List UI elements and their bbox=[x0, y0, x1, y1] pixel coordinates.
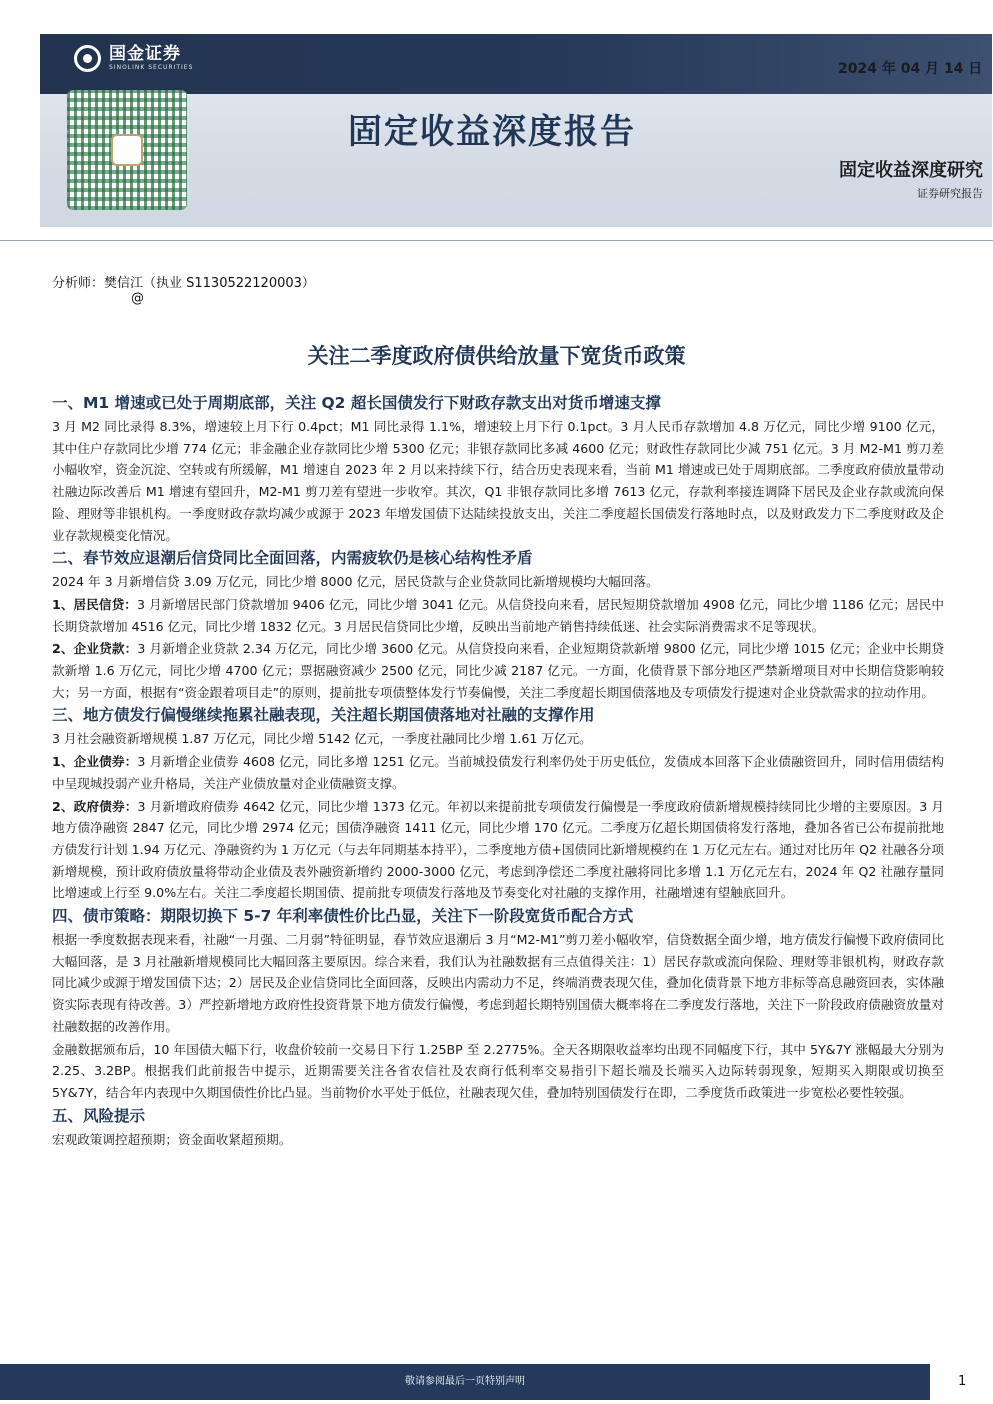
section bbox=[52, 905, 944, 1104]
section bbox=[52, 1105, 944, 1151]
section bbox=[52, 392, 944, 546]
document-title: 关注二季度政府债供给放量下宽货币政策 bbox=[307, 344, 686, 368]
paragraph bbox=[52, 1039, 944, 1104]
report-subcategory: 证券研究报告 bbox=[917, 187, 983, 200]
paragraph bbox=[52, 728, 944, 750]
logo-circle-icon bbox=[74, 45, 101, 72]
paragraph bbox=[52, 416, 944, 546]
paragraph-lead: 1、居民信贷： bbox=[52, 596, 137, 612]
paragraph-text: 3 月 M2 同比录得 8.3%，增速较上月下行 0.4pct；M1 同比录得 1.1%，增速较上月下行 0.1pct。3 月人民币存款增加 4.8 万亿元，同比少增 9100 亿元，其中住户存款同比少增 774 亿元；非金融企业存款同比少增 5300 亿元；非银存款同比多减 4600 亿元；财政性存款同比少减 751 亿元。3 月 M2-M1 剪刀差小幅收窄，资金沉淀、空转或有所缓解，M1 增速自 2023 年 2 月以来持续下行，结合历史表现来看，当前 M1 增速或已处于周期底部。二季度政府债放量带动社融边际改善后 M1 增速有望回升，M2-M1 剪刀差有望进一步收窄。其次，Q1 非银存款同比多增 7613 亿元，存款利率接连调降下居民及企业存款或流向保险、理财等非银机构。一季度财政存款均减少或源于 2023 年增发国债下达陆续投放支出，关注二季度超长国债发行落地时点，以及财政发力下二季度财政及企业存款规模变化情况。 bbox=[52, 419, 944, 543]
section-heading: 二、春节效应退潮后信贷同比全面回落，内需疲软仍是核心结构性矛盾 bbox=[52, 549, 533, 568]
page-number: 1 bbox=[958, 1374, 967, 1389]
report-category: 固定收益深度研究 bbox=[839, 160, 983, 181]
section-heading: 五、风险提示 bbox=[52, 1106, 146, 1125]
logo-text-cn: 国金证券 bbox=[109, 44, 181, 64]
paragraph bbox=[52, 638, 944, 703]
paragraph-text: 3 月社会融资新增规模 1.87 万亿元，同比少增 5142 亿元，一季度社融同比少增 1.61 万亿元。 bbox=[52, 731, 592, 747]
paragraph-text: 3 月新增居民部门贷款增加 9406 亿元，同比少增 3041 亿元。从信贷投向来看，居民短期贷款增加 4908 亿元，同比少增 1186 亿元；居民中长期贷款增加 4516 亿元，同比少增 1832 亿元。3 月居民信贷同比少增，反映出当前地产销售持续低迷、社会实际消费需求不足等现状。 bbox=[52, 596, 944, 634]
company-logo bbox=[74, 45, 193, 72]
paragraph bbox=[52, 571, 944, 593]
paragraph-text: 3 月新增政府债券 4642 亿元，同比少增 1373 亿元。年初以来提前批专项债发行偏慢是一季度政府债新增规模持续同比少增的主要原因。3 月地方债净融资 2847 亿元，同比少增 2974 亿元；国债净融资 1411 亿元，同比少增 170 亿元。二季度万亿超长期国债将发行落地，叠加各省已公布提前批地方债发行计划 1.94 万亿元、净融资约为 1 万亿元（与去年同期基本持平），二季度地方债+国债同比新增规模约在 1 万亿元左右。通过对比历年 Q2 社融各分项新增规模，预计政府债放量将带动企业债及表外融资新增约 2000-3000 亿元，考虑到净偿还二季度社融将同比多增 1.1 万亿元左右，2024 年 Q2 社融存量同比增速或上行至 9.0%左右。关注二季度超长期国债、提前批专项债发行落地及节奏变化对社融的支撑作用，社融增速有望触底回升。 bbox=[52, 798, 944, 901]
report-type-title: 固定收益深度报告 bbox=[348, 112, 636, 152]
paragraph-text: 3 月新增企业债券 4608 亿元，同比多增 1251 亿元。当前城投债发行利率仍处于历史低位，发债成本回落下企业债融资回升，同时信用债结构中呈现城投弱产业升格局，关注产业债放量对企业债融资支撑。 bbox=[52, 754, 944, 791]
report-date: 2024 年 04 月 14 日 bbox=[838, 61, 983, 77]
logo-text-en: SINOLINK SECURITIES bbox=[109, 64, 194, 71]
paragraph-lead: 2、企业贷款： bbox=[52, 641, 138, 657]
paragraph bbox=[52, 929, 944, 1038]
paragraph-text: 宏观政策调控超预期；资金面收紧超预期。 bbox=[52, 1131, 292, 1147]
report-body bbox=[52, 392, 944, 1151]
analyst-line: 分析师：樊信江（执业 S1130522120003） bbox=[52, 276, 315, 291]
header-divider bbox=[0, 240, 993, 241]
section-heading: 一、M1 增速或已处于周期底部，关注 Q2 超长国债发行下财政存款支出对货币增速支撑 bbox=[52, 394, 661, 412]
paragraph-lead: 2、政府债券： bbox=[52, 798, 138, 814]
paragraph-text: 2024 年 3 月新增信贷 3.09 万亿元，同比少增 8000 亿元，居民贷款与企业贷款同比新增规模均大幅回落。 bbox=[52, 574, 659, 590]
paragraph-lead: 1、企业债券： bbox=[52, 754, 138, 770]
paragraph-text: 3 月新增企业贷款 2.34 万亿元，同比少增 3600 亿元。从信贷投向来看，企业短期贷款新增 9800 亿元，同比少增 1015 亿元；企业中长期贷款新增 1.6 万亿元，同比少增 4700 亿元；票据融资减少 2500 亿元，同比少减 2187 亿元。一方面，化债背景下部分地区严禁新增项目对中长期信贷影响较大；另一方面，根据有“资金跟着项目走”的原则，提前批专项债整体发行节奏偏慢，关注二季度超长期国债落地及专项债发行提速对企业贷款需求的拉动作用。 bbox=[52, 641, 945, 700]
footer-note: 敬请参阅最后一页特别声明 bbox=[405, 1376, 525, 1387]
section bbox=[52, 704, 944, 904]
paragraph bbox=[52, 751, 944, 794]
paragraph-text: 金融数据颁布后，10 年国债大幅下行，收盘价较前一交易日下行 1.25BP 至 2.2775%。全天各期限收益率均出现不同幅度下行，其中 5Y&7Y 涨幅最大分别为 2.25、3.2BP。根据我们此前报告中提示，近期需要关注各省农信社及农商行低利率交易指引下超长端及长端买入边际转弱现象，短期买入期限或切换至 5Y&7Y，结合年内表现中久期国债性价比凸显。当前物价水平处于低位，社融表现欠佳，叠加特别国债发行在即，二季度货币政策进一步宽松必要性较强。 bbox=[52, 1041, 944, 1100]
section-heading: 四、债市策略：期限切换下 5-7 年利率债性价比凸显，关注下一阶段宽货币配合方式 bbox=[52, 907, 634, 926]
footer-bar bbox=[0, 1364, 930, 1400]
qr-code-icon bbox=[67, 90, 187, 210]
analyst-email: @ bbox=[131, 291, 144, 306]
paragraph bbox=[52, 1129, 944, 1151]
paragraph bbox=[52, 594, 944, 637]
qr-center-logo bbox=[111, 134, 143, 166]
section-heading: 三、地方债发行偏慢继续拖累社融表现，关注超长期国债落地对社融的支撑作用 bbox=[52, 706, 595, 725]
paragraph bbox=[52, 796, 944, 905]
paragraph-text: 根据一季度数据表现来看，社融“一月强、二月弱”特征明显，春节效应退潮后 3 月“M2-M1”剪刀差小幅收窄，信贷数据全面少增，地方债发行偏慢下政府债同比大幅回落，是 3 月社融新增规模同比大幅回落主要原因。综合来看，我们认为社融数据有三点值得关注：1）居民存款或流向保险、理财等非银机构，财政存款同比减少或源于增发国债下达；2）居民及企业信贷同比全面回落，反映出内需动力不足，终端消费表现欠佳，叠加化债背景下地方非标等高息融资回表，实体融资实际表现有待改善。3）严控新增地方政府性投资背景下地方债发行偏慢，考虑到超长期特别国债大概率将在二季度发行落地，关注下一阶段政府债融资放量对社融数据的改善作用。 bbox=[52, 932, 944, 1034]
section bbox=[52, 547, 944, 703]
